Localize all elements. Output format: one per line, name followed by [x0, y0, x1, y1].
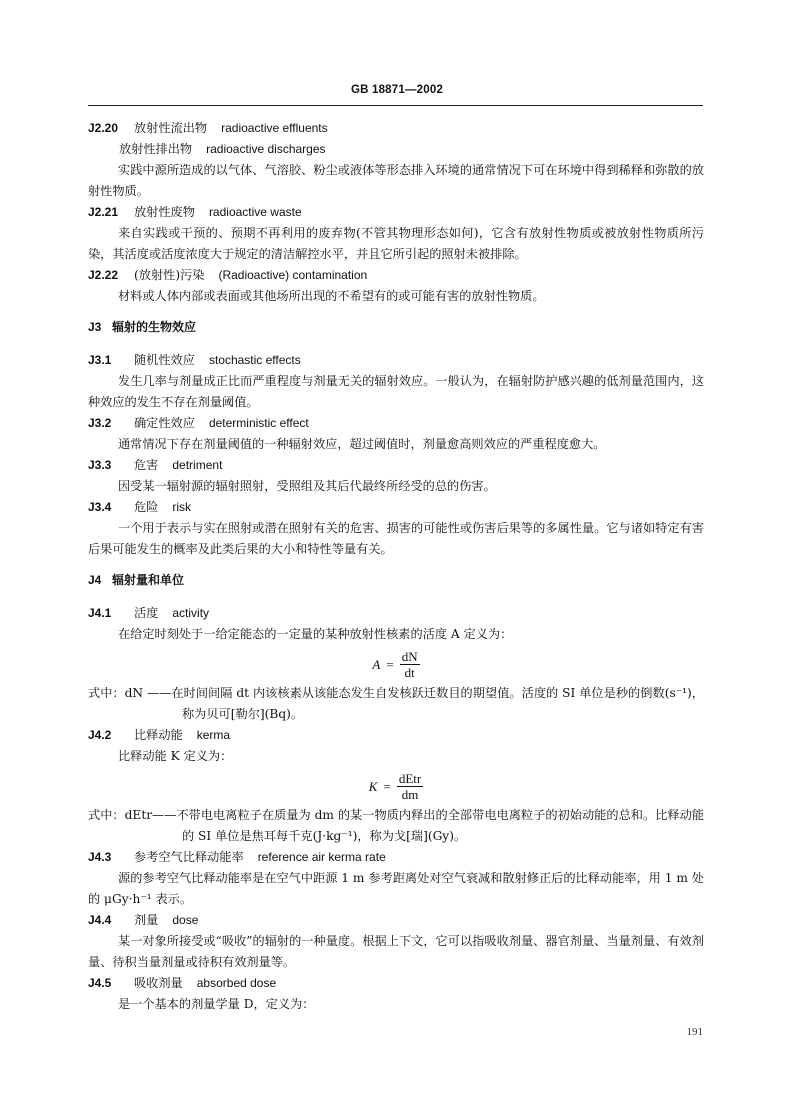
- term-j4-3: [88, 847, 704, 868]
- term-j3-1: [88, 350, 704, 371]
- definition: 在给定时刻处于一给定能态的一定量的某种放射性核素的活度 A 定义为：: [118, 627, 513, 641]
- term-zh: 活度: [134, 606, 159, 620]
- where-label: 式中：dN ——: [88, 686, 172, 700]
- term-zh: 确定性效应: [134, 416, 195, 430]
- definition: 因受某一辐射源的辐射照射，受照组及其后代最终所经受的总的伤害。: [118, 479, 496, 493]
- formula-lhs: A: [372, 656, 381, 672]
- formula-explanation: [88, 683, 704, 725]
- term-number: J4.4: [88, 913, 112, 927]
- term-j4-1: [88, 603, 704, 624]
- term-number: J2.22: [88, 268, 119, 282]
- definition: 通常情况下存在剂量阈值的一种辐射效应，超过阈值时，剂量愈高则效应的严重程度愈大。: [118, 437, 606, 451]
- header-rule: [88, 105, 703, 106]
- term-en: kerma: [196, 728, 231, 742]
- formula-equals: =: [386, 656, 394, 672]
- formula-fraction: [397, 771, 423, 802]
- term-number: J4.5: [88, 976, 112, 990]
- formula-numerator: dEtr: [398, 770, 422, 786]
- section-title: 辐射的生物效应: [112, 320, 197, 334]
- term-en: dose: [172, 913, 199, 927]
- term-zh: 剂量: [134, 913, 159, 927]
- definition: 发生几率与剂量成正比而严重程度与剂量无关的辐射效应。一般认为，在辐射防护感兴趣的低剂量范围内，这种效应的发生不存在剂量阈值。: [88, 374, 704, 409]
- formula-denominator: dm: [401, 786, 419, 802]
- section-heading-j4: [88, 570, 704, 591]
- definition: 某一对象所接受或“吸收”的辐射的一种量度。根据上下文，它可以指吸收剂量、器官剂量、当量剂量、有效剂量、待积当量剂量或待积有效剂量等。: [88, 934, 704, 969]
- term-j4-2: [88, 725, 704, 746]
- term-en: risk: [172, 500, 192, 514]
- term-zh: 放射性流出物: [134, 121, 208, 135]
- term-j3-2: [88, 413, 704, 434]
- term-en: deterministic effect: [208, 416, 309, 430]
- term-en: reference air kerma rate: [257, 850, 386, 864]
- term-number: J3.4: [88, 500, 112, 514]
- section-number: J3: [88, 320, 102, 334]
- term-number: J3.3: [88, 458, 112, 472]
- term-number: J4.1: [88, 606, 112, 620]
- term-zh: 放射性废物: [134, 205, 195, 219]
- term-number: J4.3: [88, 850, 112, 864]
- term-j2-22: [88, 265, 704, 286]
- term-j3-3: [88, 455, 704, 476]
- definition: 实践中源所造成的以气体、气溶胶、粉尘或液体等形态排入环境的通常情况下可在环境中得到稀释和弥散的放射性物质。: [88, 163, 704, 198]
- definition: 比释动能 K 定义为：: [118, 749, 233, 763]
- term-en: radioactive effluents: [221, 121, 328, 135]
- formula-fraction: [400, 649, 420, 680]
- term-en: stochastic effects: [208, 353, 301, 367]
- term-number: J3.2: [88, 416, 112, 430]
- definition: 来自实践或干预的、预期不再利用的废弃物(不管其物理形态如何)，它含有放射性物质或被放射性物质所污染，其活度或活度浓度大于规定的清洁解控水平，并且它所引起的照射未被排除。: [88, 226, 704, 261]
- formula-explanation: [88, 805, 704, 847]
- document-body: [88, 118, 704, 1015]
- term-j4-4: [88, 910, 704, 931]
- term-j2-20-alt: [88, 139, 704, 160]
- section-title: 辐射量和单位: [112, 573, 185, 587]
- formula-activity: [88, 645, 704, 683]
- definition: 是一个基本的剂量学量 D，定义为：: [118, 997, 315, 1011]
- term-j2-20: [88, 118, 704, 139]
- term-zh: 放射性排出物: [119, 142, 193, 156]
- term-j4-5: [88, 973, 704, 994]
- formula-denominator: dt: [404, 664, 415, 680]
- term-j3-4: [88, 497, 704, 518]
- formula-numerator: dN: [401, 648, 418, 664]
- term-zh: 随机性效应: [134, 353, 195, 367]
- formula-equals: =: [383, 778, 391, 794]
- term-zh: 危害: [134, 458, 159, 472]
- page-number: 191: [686, 1026, 703, 1038]
- term-zh: (放射性)污染: [134, 268, 205, 282]
- definition: 源的参考空气比释动能率是在空气中距源 1 m 参考距离处对空气衰减和散射修正后的比释动能率，用 1 m 处的 μGy·h⁻¹ 表示。: [88, 871, 704, 906]
- term-number: J3.1: [88, 353, 112, 367]
- formula-kerma: [88, 767, 704, 805]
- section-number: J4: [88, 573, 102, 587]
- term-en: activity: [172, 606, 210, 620]
- definition: 材料或人体内部或表面或其他场所出现的不希望有的或可能有害的放射性物质。: [118, 289, 545, 303]
- standard-header: GB 18871—2002: [350, 84, 444, 96]
- term-zh: 吸收剂量: [134, 976, 183, 990]
- term-number: J4.2: [88, 728, 112, 742]
- term-en: absorbed dose: [196, 976, 277, 990]
- term-en: (Radioactive) contamination: [218, 268, 368, 282]
- term-j2-21: [88, 202, 704, 223]
- term-en: radioactive discharges: [206, 142, 326, 156]
- formula-lhs: K: [368, 778, 378, 794]
- term-zh: 危险: [134, 500, 159, 514]
- section-heading-j3: [88, 317, 704, 338]
- where-text: 不带电电离粒子在质量为 dm 的某一物质内释出的全部带电电离粒子的初始动能的总和。比释动能的 SI 单位是焦耳每千克(J·kg⁻¹)，称为戈[瑞](Gy)。: [176, 808, 705, 843]
- term-zh: 参考空气比释动能率: [134, 850, 244, 864]
- term-zh: 比释动能: [134, 728, 183, 742]
- term-en: detriment: [172, 458, 223, 472]
- where-label: 式中：dEtr——: [88, 808, 177, 822]
- term-en: radioactive waste: [208, 205, 302, 219]
- where-text: 在时间间隔 dt 内该核素从该能态发生自发核跃迁数目的期望值。活度的 SI 单位是秒的倒数(s⁻¹)，称为贝可[勒尔](Bq)。: [171, 686, 704, 721]
- term-number: J2.20: [88, 121, 119, 135]
- term-number: J2.21: [88, 205, 119, 219]
- definition: 一个用于表示与实在照射或潜在照射有关的危害、损害的可能性或伤害后果等的多属性量。它与诸如特定有害后果可能发生的概率及此类后果的大小和特性等量有关。: [88, 521, 704, 556]
